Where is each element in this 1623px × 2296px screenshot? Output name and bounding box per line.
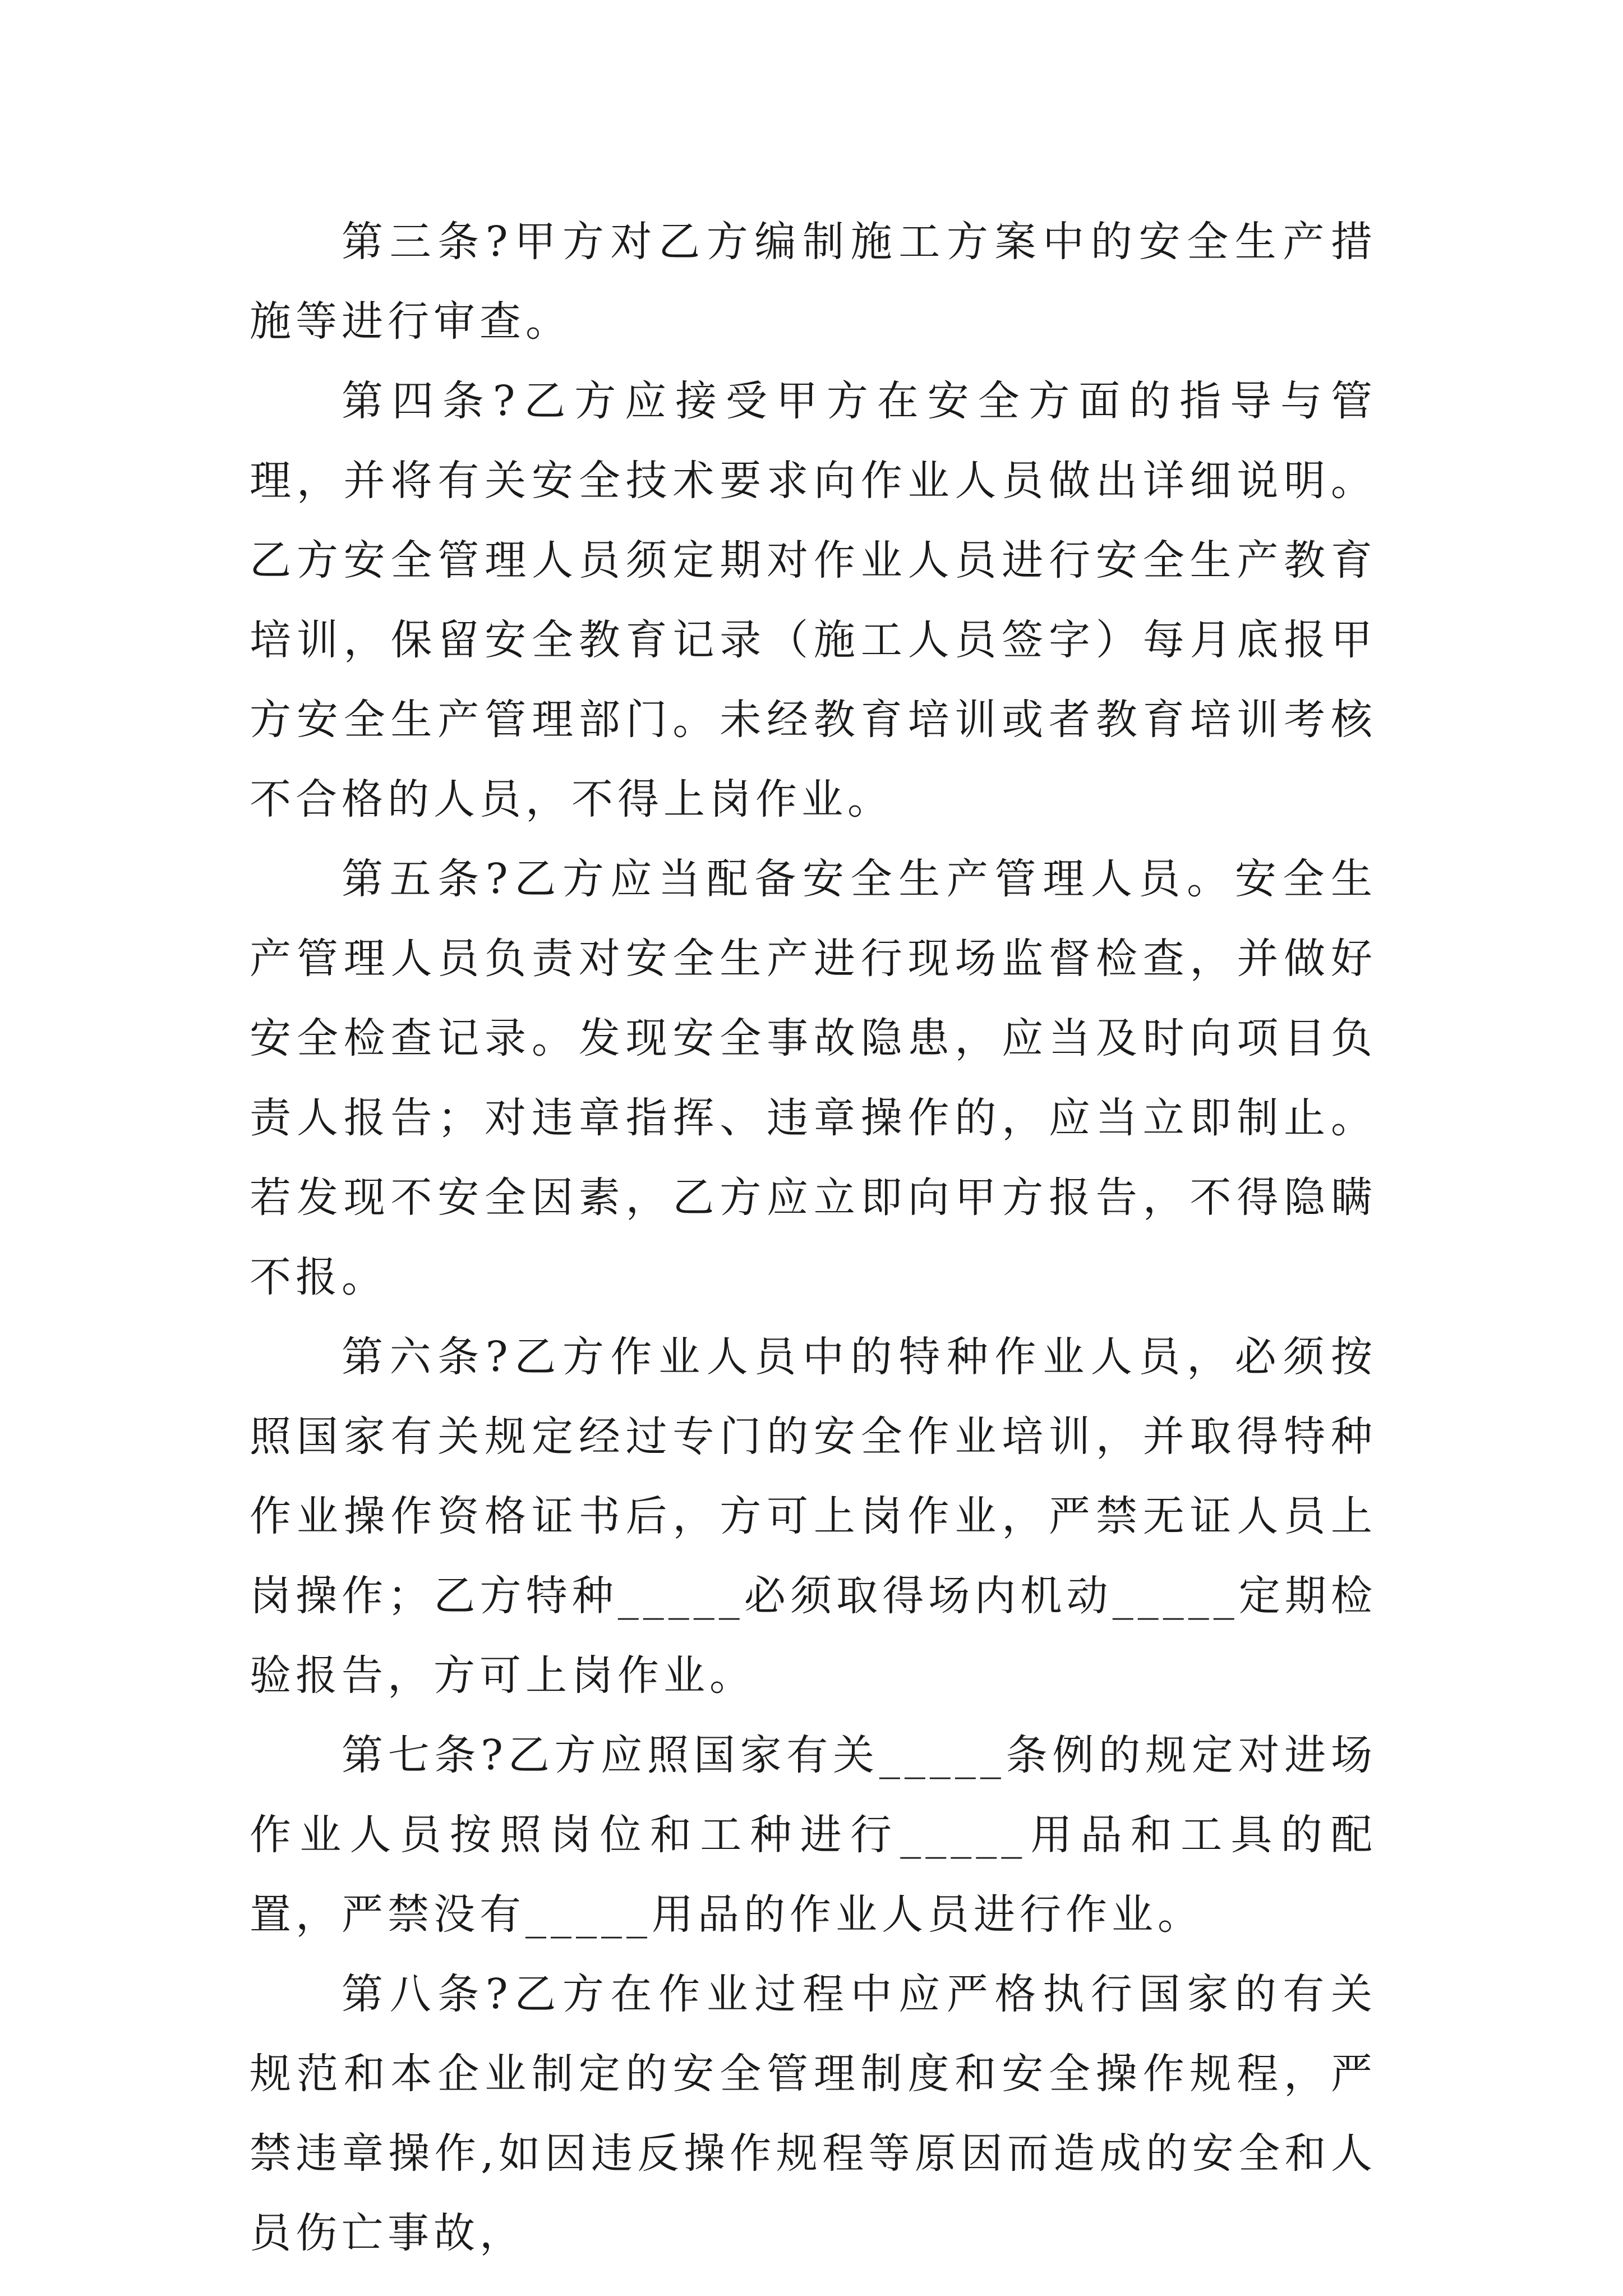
document-body bbox=[250, 202, 1377, 2273]
article-4-paragraph: 第四条?乙方应接受甲方在安全方面的指导与管理，并将有关安全技术要求向作业人员做出详细说明。乙方安全管理人员须定期对作业人员进行安全生产教育培训，保留安全教育记录（施工人员签字）每月底报甲方安全生产管理部门。未经教育培训或者教育培训考核不合格的人员，不得上岗作业。 bbox=[250, 377, 1377, 823]
article-8-paragraph: 第八条?乙方在作业过程中应严格执行国家的有关规范和本企业制定的安全管理制度和安全操作规程，严禁违章操作,如因违反操作规程等原因而造成的安全和人员伤亡事故， bbox=[250, 1970, 1377, 2257]
article-5-paragraph: 第五条?乙方应当配备安全生产管理人员。安全生产管理人员负责对安全生产进行现场监督检查，并做好安全检查记录。发现安全事故隐患，应当及时向项目负责人报告；对违章指挥、违章操作的，应当立即制止。若发现不安全因素，乙方应立即向甲方报告，不得隐瞒不报。 bbox=[250, 855, 1377, 1301]
article-3-paragraph: 第三条?甲方对乙方编制施工方案中的安全生产措施等进行审查。 bbox=[250, 218, 1377, 346]
article-7-paragraph: 第七条?乙方应照国家有关_____条例的规定对进场作业人员按照岗位和工种进行_____用品和工具的配置，严禁没有_____用品的作业人员进行作业。 bbox=[250, 1731, 1377, 1939]
article-6-paragraph: 第六条?乙方作业人员中的特种作业人员，必须按照国家有关规定经过专门的安全作业培训，并取得特种作业操作资格证书后，方可上岗作业，严禁无证人员上岗操作；乙方特种_____必须取得场内机动_____定期检验报告，方可上岗作业。 bbox=[250, 1333, 1377, 1700]
